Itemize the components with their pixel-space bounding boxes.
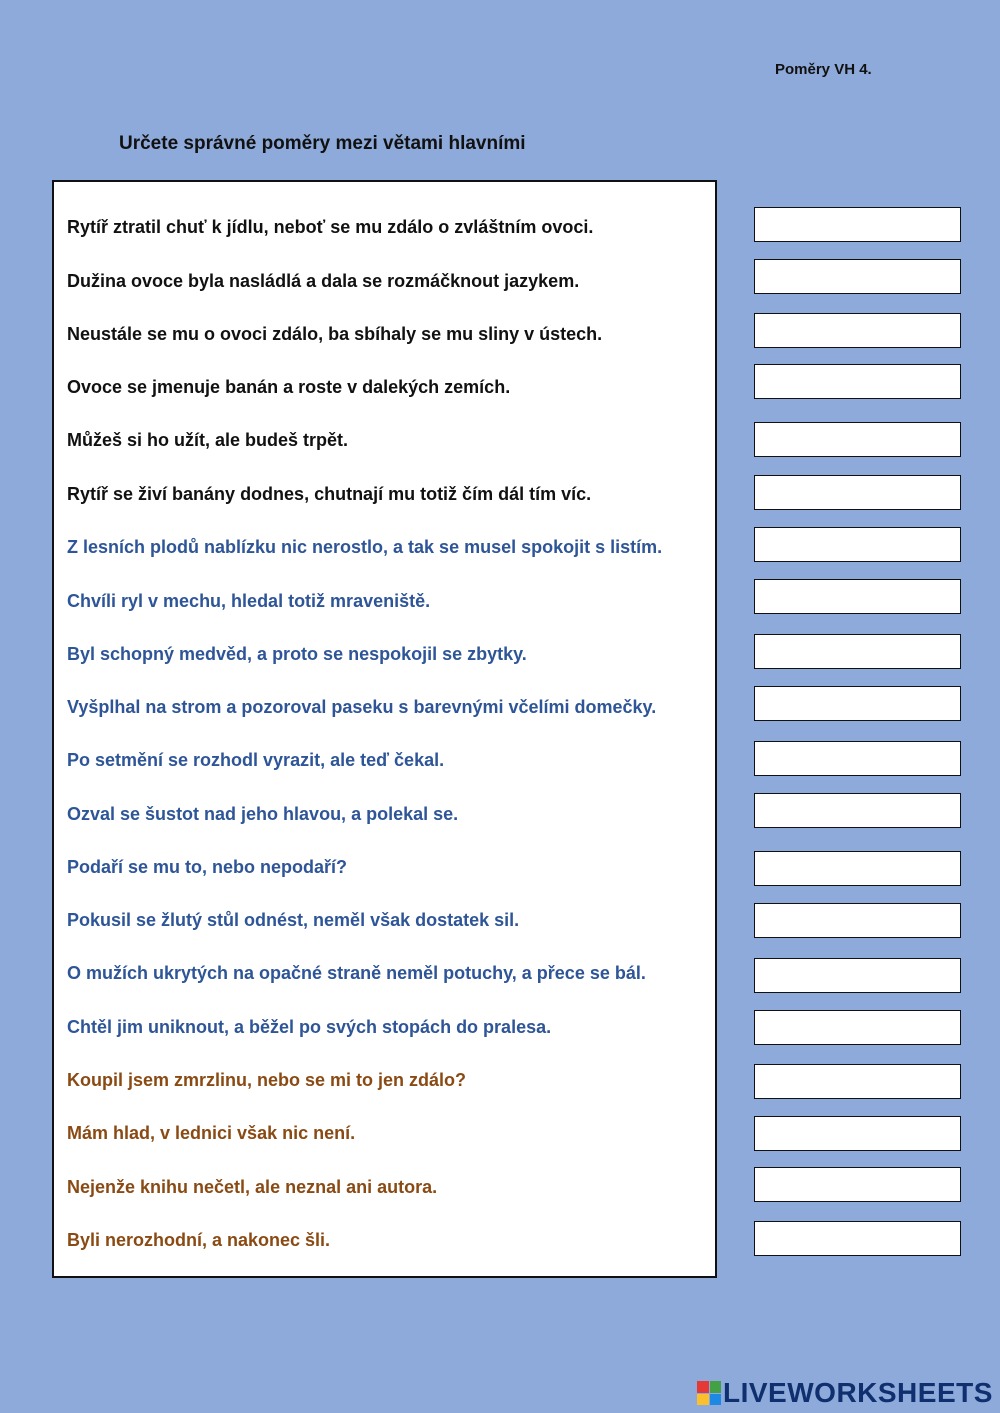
liveworksheets-logo-icon [697, 1381, 721, 1405]
sentence-10: Vyšplhal na strom a pozoroval paseku s barevnými včelími domečky. [67, 697, 657, 717]
answer-input-10[interactable] [754, 686, 961, 721]
logo-square [710, 1394, 722, 1406]
answer-input-15[interactable] [754, 958, 961, 993]
logo-text: LIVEWORKSHEETS [723, 1377, 993, 1408]
sentence-3: Neustále se mu o ovoci zdálo, ba sbíhaly se mu sliny v ústech. [67, 324, 603, 344]
answer-input-8[interactable] [754, 579, 961, 614]
sentence-9: Byl schopný medvěd, a proto se nespokojil se zbytky. [67, 644, 527, 664]
answer-input-20[interactable] [754, 1221, 961, 1256]
answer-input-4[interactable] [754, 364, 961, 399]
answer-input-16[interactable] [754, 1010, 961, 1045]
sentence-12: Ozval se šustot nad jeho hlavou, a polekal se. [67, 804, 459, 824]
answer-input-11[interactable] [754, 741, 961, 776]
answer-input-6[interactable] [754, 475, 961, 510]
sentence-18: Mám hlad, v lednici však nic není. [67, 1123, 356, 1143]
answer-input-5[interactable] [754, 422, 961, 457]
sentence-16: Chtěl jim uniknout, a běžel po svých stopách do pralesa. [67, 1017, 552, 1037]
answer-input-9[interactable] [754, 634, 961, 669]
logo-square [697, 1381, 709, 1393]
sentence-11: Po setmění se rozhodl vyrazit, ale teď čekal. [67, 750, 445, 770]
answer-input-1[interactable] [754, 207, 961, 242]
answer-input-7[interactable] [754, 527, 961, 562]
sentence-7: Z lesních plodů nablízku nic nerostlo, a tak se musel spokojit s listím. [67, 537, 663, 557]
answer-input-14[interactable] [754, 903, 961, 938]
worksheet-code-label: Poměry VH 4. [775, 61, 872, 78]
sentence-15: O mužích ukrytých na opačné straně neměl potuchy, a přece se bál. [67, 963, 646, 983]
page-title: Určete správné poměry mezi větami hlavními [119, 133, 526, 154]
logo-square [697, 1394, 709, 1406]
sentence-1: Rytíř ztratil chuť k jídlu, neboť se mu zdálo o zvláštním ovoci. [67, 217, 594, 237]
sentence-20: Byli nerozhodní, a nakonec šli. [67, 1230, 331, 1250]
answer-input-18[interactable] [754, 1116, 961, 1151]
answer-input-13[interactable] [754, 851, 961, 886]
sentence-4: Ovoce se jmenuje banán a roste v dalekých zemích. [67, 377, 511, 397]
answer-input-19[interactable] [754, 1167, 961, 1202]
sentence-list-box [52, 180, 717, 1278]
sentence-13: Podaří se mu to, nebo nepodaří? [67, 857, 348, 877]
sentence-14: Pokusil se žlutý stůl odnést, neměl však dostatek sil. [67, 910, 520, 930]
sentence-19: Nejenže knihu nečetl, ale neznal ani autora. [67, 1177, 438, 1197]
answer-input-12[interactable] [754, 793, 961, 828]
sentence-5: Můžeš si ho užít, ale budeš trpět. [67, 430, 349, 450]
sentence-8: Chvíli ryl v mechu, hledal totiž mraveniště. [67, 591, 431, 611]
answer-input-17[interactable] [754, 1064, 961, 1099]
sentence-6: Rytíř se živí banány dodnes, chutnají mu totiž čím dál tím víc. [67, 484, 592, 504]
answer-input-2[interactable] [754, 259, 961, 294]
sentence-2: Dužina ovoce byla nasládlá a dala se rozmáčknout jazykem. [67, 271, 580, 291]
answer-input-3[interactable] [754, 313, 961, 348]
liveworksheets-logo [697, 1377, 993, 1409]
logo-square [710, 1381, 722, 1393]
sentence-17: Koupil jsem zmrzlinu, nebo se mi to jen zdálo? [67, 1070, 467, 1090]
